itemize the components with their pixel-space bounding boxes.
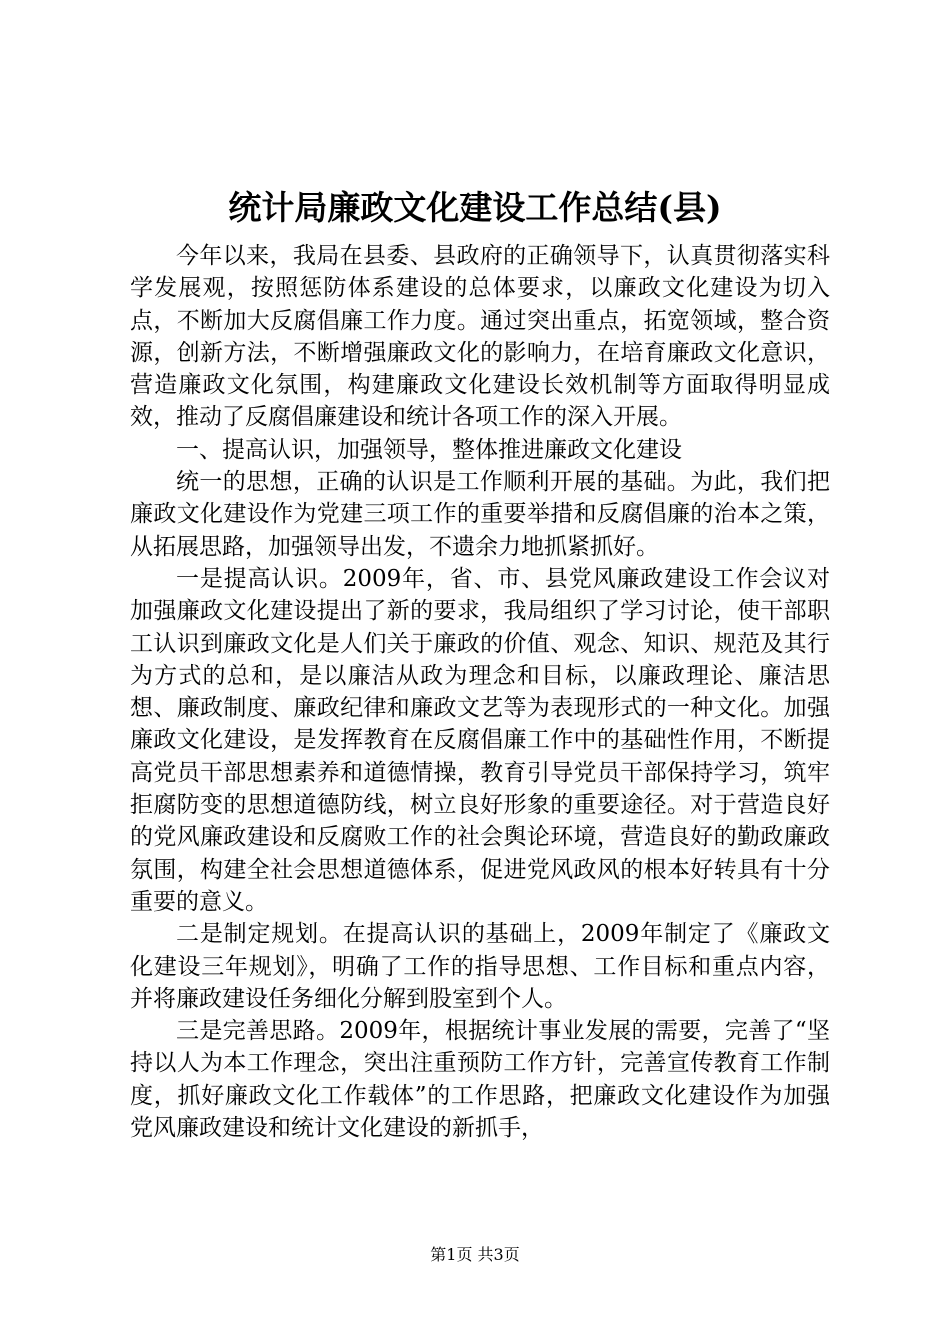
document-body <box>130 240 830 1144</box>
section-heading-1: 一、提高认识，加强领导，整体推进廉政文化建设 <box>176 436 682 463</box>
page-number-footer: 第1页 共3页 <box>430 1245 520 1264</box>
document-title: 统计局廉政文化建设工作总结(县) <box>228 188 722 227</box>
paragraph-section-1-intro: 统一的思想，正确的认识是工作顺利开展的基础。为此，我们把廉政文化建设作为党建三项工作的重要举措和反腐倡廉的治本之策，从拓展思路，加强领导出发，不遗余力地抓紧抓好。 <box>130 469 830 560</box>
paragraph-point-2: 二是制定规划。在提高认识的基础上，2009年制定了《廉政文化建设三年规划》，明确了工作的指导思想、工作目标和重点内容，并将廉政建设任务细化分解到股室到个人。 <box>130 921 830 1012</box>
paragraph-point-3: 三是完善思路。2009年，根据统计事业发展的需要，完善了“坚持以人为本工作理念，突出注重预防工作方针，完善宣传教育工作制度，抓好廉政文化工作载体”的工作思路，把廉政文化建设作为加强党风廉政建设和统计文化建设的新抓手， <box>130 1018 830 1142</box>
paragraph-intro: 今年以来，我局在县委、县政府的正确领导下，认真贯彻落实科学发展观，按照惩防体系建设的总体要求，以廉政文化建设为切入点，不断加大反腐倡廉工作力度。通过突出重点，拓宽领域，整合资源，创新方法，不断增强廉政文化的影响力，在培育廉政文化意识，营造廉政文化氛围，构建廉政文化建设长效机制等方面取得明显成效，推动了反腐倡廉建设和统计各项工作的深入开展。 <box>130 243 830 431</box>
paragraph-point-1: 一是提高认识。2009年，省、市、县党风廉政建设工作会议对加强廉政文化建设提出了新的要求，我局组织了学习讨论，使干部职工认识到廉政文化是人们关于廉政的价值、观念、知识、规范及其行为方式的总和，是以廉洁从政为理念和目标，以廉政理论、廉洁思想、廉政制度、廉政纪律和廉政文艺等为表现形式的一种文化。加强廉政文化建设，是发挥教育在反腐倡廉工作中的基础性作用，不断提高党员干部思想素养和道德情操，教育引导党员干部保持学习，筑牢拒腐防变的思想道德防线，树立良好形象的重要途径。对于营造良好的党风廉政建设和反腐败工作的社会舆论环境，营造良好的勤政廉政氛围，构建全社会思想道德体系，促进党风政风的根本好转具有十分重要的意义。 <box>130 565 830 915</box>
